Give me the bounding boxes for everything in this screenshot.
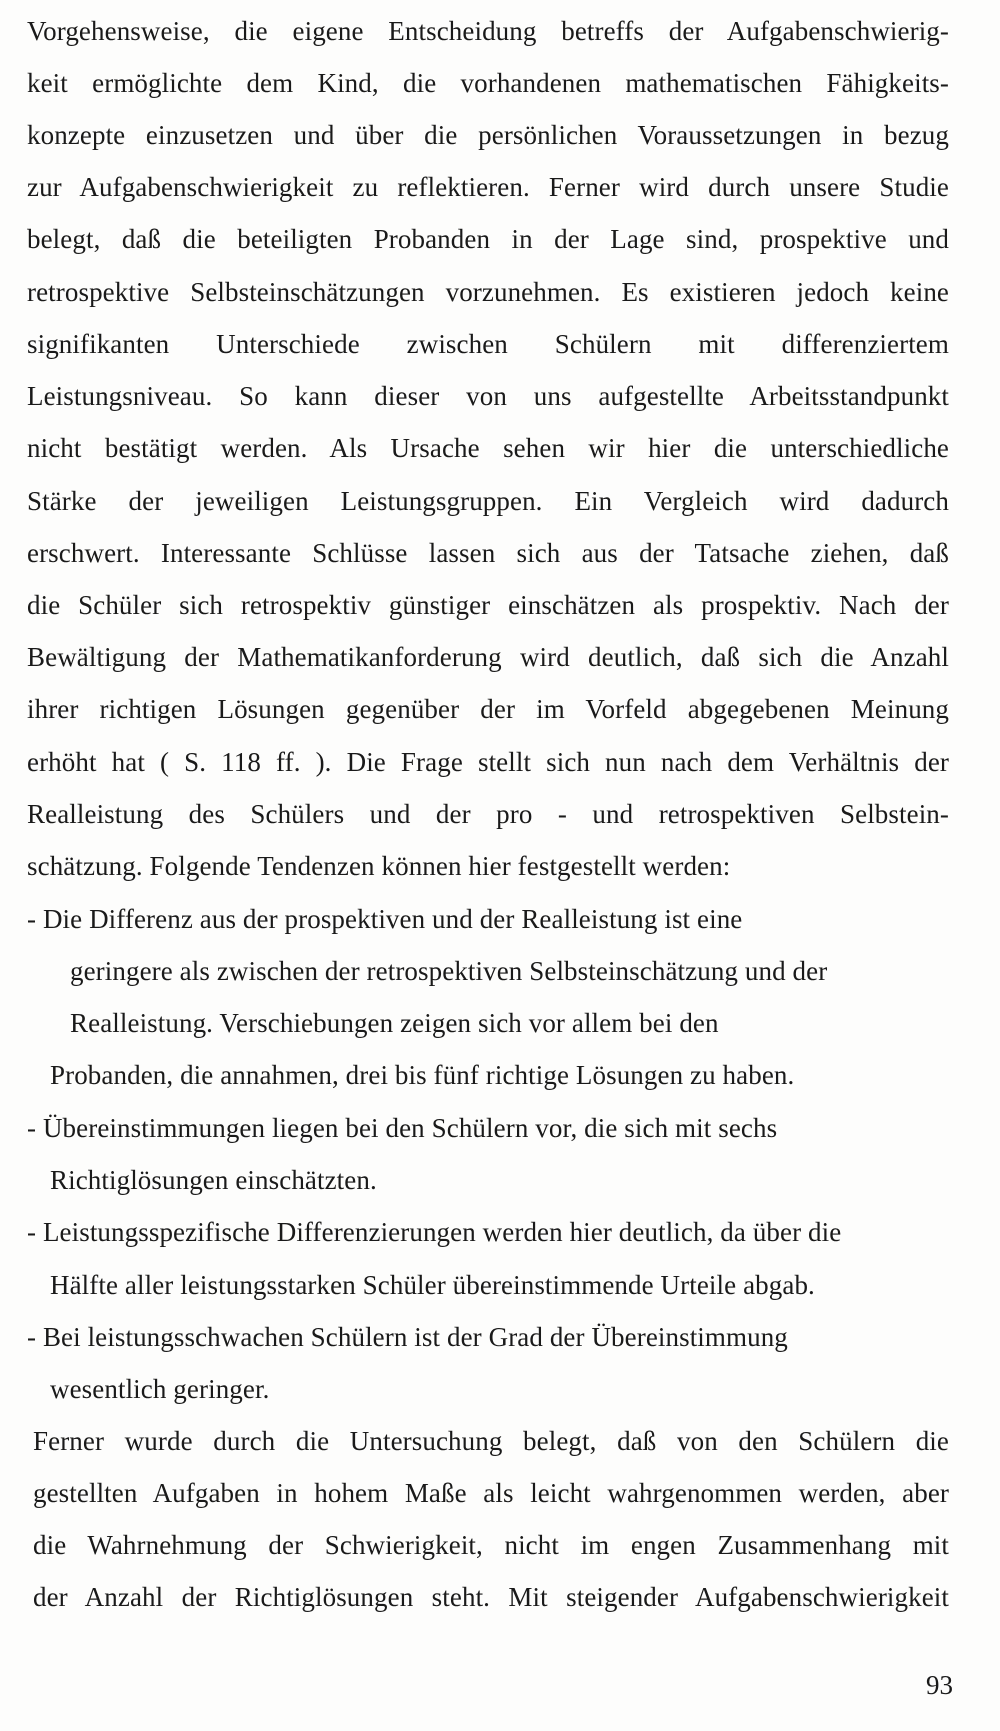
- paragraph-line: die Wahrnehmung der Schwierigkeit, nicht im engen Zusammenhang mit: [33, 1530, 949, 1560]
- bullet-line: - Übereinstimmungen liegen bei den Schülern vor, die sich mit sechs: [27, 1113, 778, 1143]
- bullet-line: Probanden, die annahmen, drei bis fünf richtige Lösungen zu haben.: [50, 1060, 795, 1090]
- paragraph-line: konzepte einzusetzen und über die persönlichen Voraussetzungen in bezug: [27, 120, 949, 150]
- paragraph-line: zur Aufgabenschwierigkeit zu reflektieren. Ferner wird durch unsere Studie: [27, 172, 949, 202]
- bullet-line: geringere als zwischen der retrospektiven Selbsteinschätzung und der: [70, 956, 828, 986]
- paragraph-line: keit ermöglichte dem Kind, die vorhandenen mathematischen Fähigkeits-: [27, 68, 949, 98]
- paragraph-line: erschwert. Interessante Schlüsse lassen sich aus der Tatsache ziehen, daß: [27, 538, 949, 568]
- paragraph-line: Realleistung des Schülers und der pro - und retrospektiven Selbstein-: [27, 799, 949, 829]
- paragraph-line: Bewältigung der Mathematikanforderung wird deutlich, daß sich die Anzahl: [27, 642, 949, 672]
- bullet-line: Realleistung. Verschiebungen zeigen sich vor allem bei den: [70, 1008, 719, 1038]
- paragraph-line: die Schüler sich retrospektiv günstiger einschätzen als prospektiv. Nach der: [27, 590, 949, 620]
- paragraph-line: Vorgehensweise, die eigene Entscheidung betreffs der Aufgabenschwierig-: [27, 16, 949, 46]
- paragraph-line: retrospektive Selbsteinschätzungen vorzunehmen. Es existieren jedoch keine: [27, 277, 949, 307]
- paragraph-line: erhöht hat ( S. 118 ff. ). Die Frage stellt sich nun nach dem Verhältnis der: [27, 747, 949, 777]
- bullet-line: Richtiglösungen einschätzten.: [50, 1165, 377, 1195]
- paragraph-line: nicht bestätigt werden. Als Ursache sehen wir hier die unterschiedliche: [27, 433, 949, 463]
- paragraph-line: Leistungsniveau. So kann dieser von uns aufgestellte Arbeitsstandpunkt: [27, 381, 949, 411]
- bullet-line: - Bei leistungsschwachen Schülern ist der Grad der Übereinstimmung: [27, 1322, 788, 1352]
- paragraph-line: schätzung. Folgende Tendenzen können hier festgestellt werden:: [27, 851, 731, 881]
- page-number: 93: [926, 1670, 953, 1700]
- paragraph-line: der Anzahl der Richtiglösungen steht. Mit steigender Aufgabenschwierigkeit: [33, 1582, 949, 1612]
- bullet-line: - Die Differenz aus der prospektiven und der Realleistung ist eine: [27, 904, 743, 934]
- paragraph-line: Ferner wurde durch die Untersuchung belegt, daß von den Schülern die: [33, 1426, 949, 1456]
- paragraph-line: Stärke der jeweiligen Leistungsgruppen. Ein Vergleich wird dadurch: [27, 486, 949, 516]
- bullet-line: wesentlich geringer.: [50, 1374, 270, 1404]
- paragraph-line: ihrer richtigen Lösungen gegenüber der im Vorfeld abgegebenen Meinung: [27, 694, 949, 724]
- bullet-line: - Leistungsspezifische Differenzierungen werden hier deutlich, da über die: [27, 1217, 842, 1247]
- paragraph-line: gestellten Aufgaben in hohem Maße als leicht wahrgenommen werden, aber: [33, 1478, 949, 1508]
- paragraph-line: signifikanten Unterschiede zwischen Schülern mit differenziertem: [27, 329, 949, 359]
- bullet-line: Hälfte aller leistungsstarken Schüler übereinstimmende Urteile abgab.: [50, 1270, 815, 1300]
- paragraph-line: belegt, daß die beteiligten Probanden in der Lage sind, prospektive und: [27, 224, 949, 254]
